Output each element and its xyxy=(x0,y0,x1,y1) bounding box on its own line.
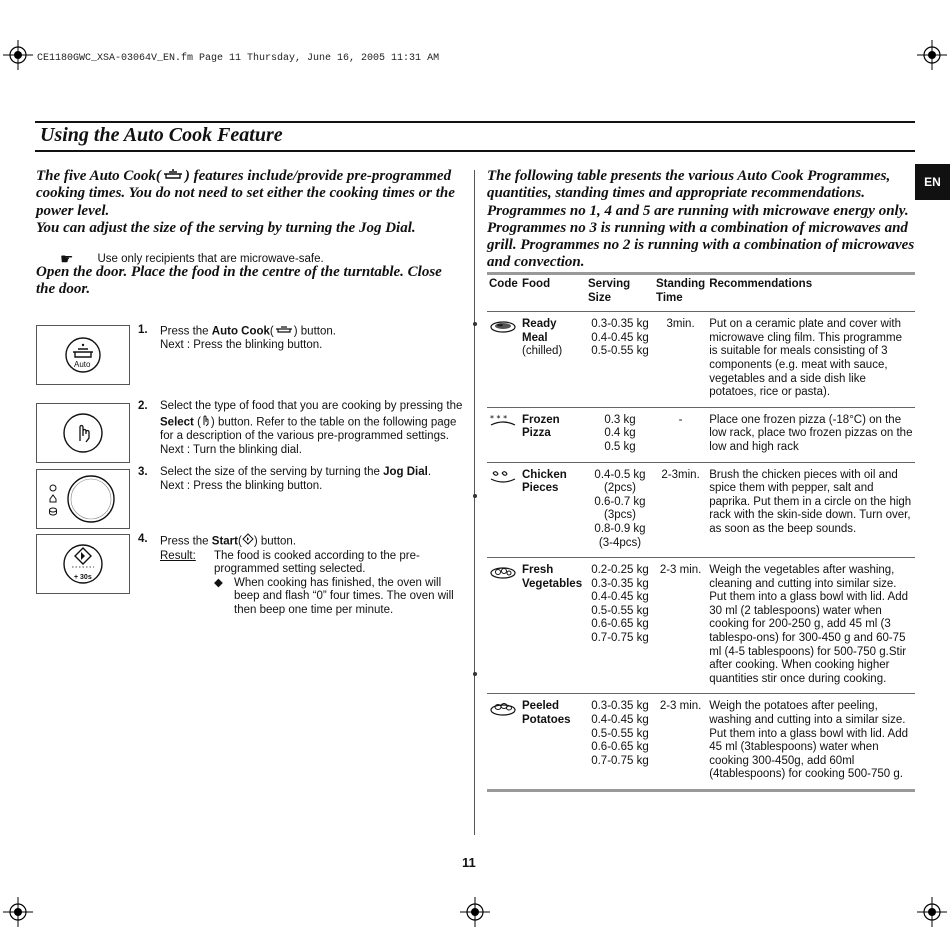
section-title: Using the Auto Cook Feature xyxy=(40,124,283,146)
auto-cook-bold: Auto Cook xyxy=(211,325,270,338)
start-button-panel xyxy=(36,534,130,594)
jog-dial-icon xyxy=(39,472,127,526)
serving-size: 0.4 kg xyxy=(604,427,636,440)
auto-button-panel xyxy=(36,325,130,385)
serving-cell xyxy=(586,694,654,791)
title-rule-bottom xyxy=(35,150,915,152)
start-bold: Start xyxy=(211,535,238,548)
step-next: Next : Press the blinking button. xyxy=(160,479,323,492)
serving-size: 0.3 kg xyxy=(604,413,636,426)
serving-size: 0.4-0.5 kg xyxy=(594,468,646,481)
serving-size: 0.5-0.55 kg xyxy=(591,727,649,740)
recommendation-cell: Weigh the vegetables after washing, cleaning and cutting into similar size. Put them into a glass bowl with lid. Add 30 ml (2 tablespoons) water when cooking for 200-250 g, add 45 ml (3 tablespo-ons) for 300-450 g and 60-75 ml (4-5 tablespoons) for 500-750 g.Stir after cooking. When cooking higher quantities stir once during cooking. xyxy=(707,558,915,694)
header-food: Food xyxy=(520,274,586,312)
frozen-pizza-icon xyxy=(487,407,520,462)
header-recommendations: Recommendations xyxy=(707,274,915,312)
step-4 xyxy=(138,533,468,618)
serving-size: 0.5-0.55 kg xyxy=(591,345,649,358)
intro-line-b: ) features include/provide pre-programmed cooking times. You do not need to set either the cooking times or the power level. xyxy=(36,168,455,219)
registration-mark-icon xyxy=(917,40,947,70)
step-number: 3. xyxy=(138,466,148,478)
margin-dot xyxy=(473,322,477,326)
open-door-instruction: Open the door. Place the food in the centre of the turntable. Close the door. xyxy=(36,264,442,298)
recommendation-cell: Weigh the potatoes after peeling, washing and cutting into a similar size. Put them into a glass bowl with lid. Add 45 ml (3tablespoons) water when cooking 300-450g, add 60ml (4tablespoons) for cooking 500-750 g. xyxy=(707,694,915,791)
start-plus-30s-label: + 30s xyxy=(74,574,92,581)
step-number: 4. xyxy=(138,533,148,545)
svg-text:* * *: * * * xyxy=(490,413,508,423)
step-text: ) button. xyxy=(253,535,297,548)
step-2 xyxy=(138,400,468,457)
page-number: 11 xyxy=(462,855,476,870)
step-text: Press the xyxy=(160,325,212,338)
serving-size: 0.8-0.9 kg xyxy=(594,522,646,535)
auto-cook-table xyxy=(487,272,915,792)
fresh-vegetables-icon xyxy=(487,558,520,694)
serving-size: 0.4-0.45 kg xyxy=(591,331,649,344)
serving-size: (3-4pcs) xyxy=(598,536,642,549)
serving-size: 0.6-0.65 kg xyxy=(591,618,649,631)
serving-size: 0.5-0.55 kg xyxy=(591,604,649,617)
standing-cell: 2-3min. xyxy=(654,462,707,558)
intro-line-a: The five Auto Cook( xyxy=(36,168,161,185)
start-diamond-icon xyxy=(242,533,254,550)
standing-cell: - xyxy=(654,407,707,462)
table-intro: The following table presents the various Auto Cook Programmes, quantities, standing times and appropriate recommendations. Programmes no 1, 4 and 5 are running with microwave energy only. Programmes no 3 is running with a combination of microwaves and grill. Programmes no 2 is running with a combination of microwaves and convection. xyxy=(487,168,915,271)
step-3 xyxy=(138,466,468,493)
table-row xyxy=(487,312,915,408)
pointing-hand-icon: ☛ xyxy=(60,251,74,268)
select-button-icon xyxy=(61,411,105,455)
result-text: The food is cooked according to the pre-programmed setting selected. xyxy=(214,549,420,576)
diamond-bullet-icon: ◆ xyxy=(214,576,223,589)
serving-size: 0.2-0.25 kg xyxy=(591,564,649,577)
select-hand-icon xyxy=(201,414,211,431)
serving-size: 0.7-0.75 kg xyxy=(591,754,649,767)
food-name: Ready Meal xyxy=(522,318,557,344)
registration-mark-icon xyxy=(460,897,490,927)
ready-meal-icon xyxy=(487,312,520,408)
step-next: Next : Turn the blinking dial. xyxy=(160,443,302,456)
food-name: Chicken Pieces xyxy=(520,462,586,558)
title-rule-top xyxy=(35,121,915,123)
select-button-panel xyxy=(36,403,130,463)
select-bold: Select xyxy=(160,415,194,428)
registration-mark-icon xyxy=(917,897,947,927)
step-text: ( xyxy=(269,325,274,338)
peeled-potatoes-icon xyxy=(487,694,520,791)
food-name: Frozen Pizza xyxy=(520,407,586,462)
jog-dial-panel xyxy=(36,469,130,529)
jog-dial-bold: Jog Dial xyxy=(383,466,428,478)
serving-size: 0.6-0.65 kg xyxy=(591,741,649,754)
result-label: Result: xyxy=(160,549,196,562)
step-1 xyxy=(138,324,468,353)
serving-size: (3pcs) xyxy=(604,509,636,522)
note-text: Use only recipients that are microwave-safe. xyxy=(97,253,324,265)
chicken-pieces-icon xyxy=(487,462,520,558)
step-text: ) button. Refer to the table on the following page for a description of the various pre-programmed settings. xyxy=(160,415,457,443)
standing-cell: 2-3 min. xyxy=(654,558,707,694)
food-note: (chilled) xyxy=(522,345,563,358)
step-text: Press the xyxy=(160,535,212,548)
serving-cell xyxy=(586,407,654,462)
serving-cell xyxy=(586,312,654,408)
intro-line-c: You can adjust the size of the serving by turning the Jog Dial. xyxy=(36,219,416,236)
serving-size: 0.4-0.45 kg xyxy=(591,591,649,604)
step-text: Select the type of food that you are cooking by pressing the xyxy=(160,400,463,412)
header-serving-size: Serving Size xyxy=(586,274,654,312)
table-row xyxy=(487,407,915,462)
step-number: 1. xyxy=(138,324,148,336)
intro-text xyxy=(36,168,461,237)
header-code: Code xyxy=(487,274,520,312)
margin-dot xyxy=(473,672,477,676)
recommendation-cell: Place one frozen pizza (-18°C) on the low rack, place two frozen pizzas on the low and high rack xyxy=(707,407,915,462)
registration-mark-icon xyxy=(3,897,33,927)
column-divider xyxy=(474,170,475,835)
step-text: ( xyxy=(193,415,201,428)
auto-cook-icon xyxy=(161,168,185,185)
food-name: Peeled Potatoes xyxy=(520,694,586,791)
serving-cell xyxy=(586,558,654,694)
step-text: ) button. xyxy=(293,325,336,338)
registration-mark-icon xyxy=(3,40,33,70)
table-row xyxy=(487,694,915,791)
recommendation-cell: Put on a ceramic plate and cover with microwave cling film. This programme is suitable for meals consisting of 3 components (e.g. meat with sauce, vegetables and a side dish like potatoes, rice or pasta). xyxy=(707,312,915,408)
step-text: . xyxy=(427,466,432,478)
standing-cell: 2-3 min. xyxy=(654,694,707,791)
result-bullet xyxy=(214,577,468,618)
margin-dot xyxy=(473,494,477,498)
serving-size: 0.3-0.35 kg xyxy=(591,318,649,331)
food-name: Fresh Vegetables xyxy=(520,558,586,694)
table-header-row xyxy=(487,274,915,312)
table-row xyxy=(487,558,915,694)
standing-cell: 3min. xyxy=(654,312,707,408)
auto-cook-icon xyxy=(274,324,294,339)
serving-size: 0.6-0.7 kg xyxy=(594,495,646,508)
serving-cell xyxy=(586,462,654,558)
serving-size: 0.3-0.35 kg xyxy=(591,577,649,590)
serving-size: 0.5 kg xyxy=(604,440,636,453)
serving-size: 0.4-0.45 kg xyxy=(591,714,649,727)
serving-size: 0.3-0.35 kg xyxy=(591,700,649,713)
bullet-text: When cooking has finished, the oven will beep and flash “0” four times. The oven will then beep one time per minute. xyxy=(234,576,454,616)
result-row xyxy=(160,550,468,577)
serving-size: 0.7-0.75 kg xyxy=(591,632,649,645)
step-next: Next : Press the blinking button. xyxy=(160,338,323,351)
step-number: 2. xyxy=(138,400,148,412)
auto-cook-button-icon xyxy=(63,335,103,375)
file-header: CE1180GWC_XSA-03064V_EN.fm Page 11 Thursday, June 16, 2005 11:31 AM xyxy=(37,53,440,64)
language-tab: EN xyxy=(915,164,950,200)
step-text: ( xyxy=(237,535,242,548)
step-text: Select the size of the serving by turning the xyxy=(160,466,384,478)
serving-size: (2pcs) xyxy=(604,482,636,495)
header-standing-time: Standing Time xyxy=(654,274,707,312)
auto-label: Auto xyxy=(74,360,91,369)
table-row xyxy=(487,462,915,558)
recommendation-cell: Brush the chicken pieces with oil and spice them with pepper, salt and paprika. Put them in a circle on the high rack with the skin-side down. Turn over, as soon as the beep sounds. xyxy=(707,462,915,558)
food-cell xyxy=(520,312,586,408)
